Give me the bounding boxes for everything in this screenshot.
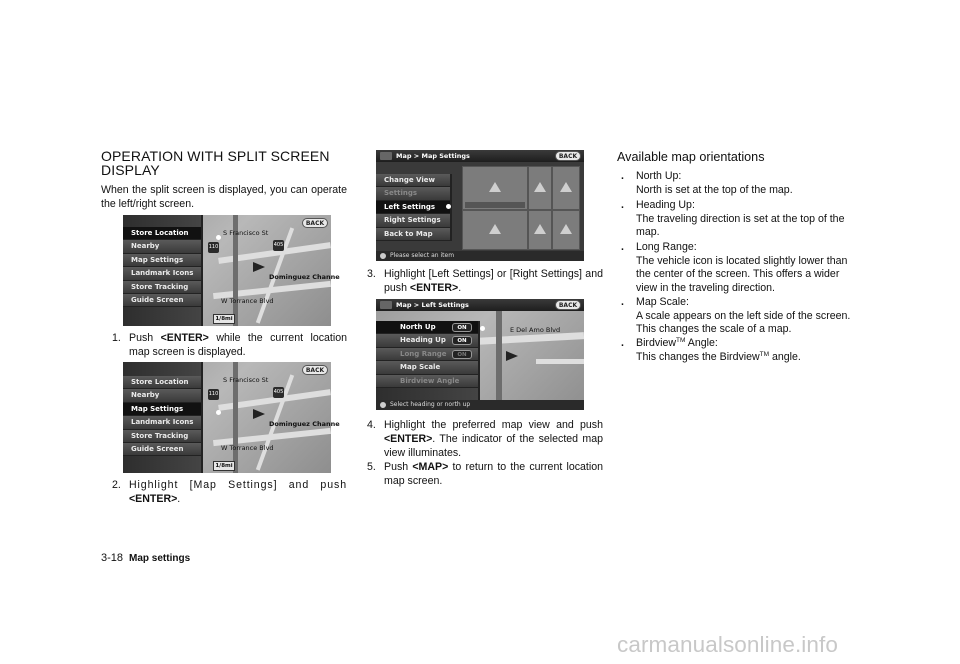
page-number: 3-18	[101, 552, 124, 564]
highway-shield-icon: 110	[208, 389, 219, 400]
info-icon	[380, 402, 386, 408]
street-label: W Torrance Blvd	[221, 444, 274, 452]
menu-item-map-settings[interactable]: Map Settings	[123, 254, 201, 267]
bullet-dot: .	[621, 170, 624, 182]
vehicle-icon	[534, 224, 546, 234]
step-text: Push	[129, 332, 161, 344]
menu-item-nearby[interactable]: Nearby	[123, 240, 201, 253]
on-indicator-badge: ON	[452, 350, 472, 359]
bullet-desc: This changes the Birdview	[636, 350, 760, 363]
step-text: .	[177, 493, 182, 505]
footer-section-title: Map settings	[129, 553, 191, 564]
step-number: 1.	[112, 332, 121, 344]
step-text: while the current location map screen is displayed.	[129, 332, 347, 358]
highway-shield-icon: 110	[208, 242, 219, 253]
trademark-mark: TM	[759, 350, 770, 358]
bullet-long-range	[621, 241, 855, 295]
menu-item-change-view[interactable]: Change View	[376, 174, 450, 187]
street-label: S Francisco St	[223, 376, 269, 384]
vehicle-arrow-icon	[253, 409, 265, 419]
street-label: Dominguez Channe	[269, 273, 340, 281]
status-text: Please select an item	[390, 252, 455, 259]
radio-indicator-icon	[480, 326, 485, 331]
key-label: <ENTER>	[384, 433, 433, 445]
map-view-thumbnail	[462, 210, 528, 250]
bullet-dot: .	[621, 199, 624, 211]
menu-item-label: North Up	[400, 323, 436, 331]
step-number: 2.	[112, 479, 121, 491]
step-number: 5.	[367, 461, 376, 473]
bullet-map-scale	[621, 296, 855, 337]
vehicle-icon	[560, 182, 572, 192]
map-tag-icon	[380, 301, 392, 309]
section-heading-line1: OPERATION WITH SPLIT SCREEN	[101, 148, 330, 164]
step-text: Push	[384, 461, 413, 473]
bullet-term: Birdview	[636, 337, 677, 349]
radio-indicator-icon	[446, 204, 451, 209]
menu-item-back-to-map[interactable]: Back to Map	[376, 228, 450, 241]
orientations-heading: Available map orientations	[617, 150, 765, 164]
menu-item-landmark-icons[interactable]: Landmark Icons	[123, 416, 201, 429]
bullet-birdview-angle	[621, 337, 855, 364]
step-number: 4.	[367, 419, 376, 431]
vehicle-icon	[489, 182, 501, 192]
side-menu	[376, 321, 480, 400]
section-heading-line2: DISPLAY	[101, 162, 160, 178]
bullet-term: Long Range:	[636, 241, 697, 253]
menu-item-map-settings[interactable]: Map Settings	[123, 403, 201, 416]
bullet-desc: A scale appears on the left side of the screen. This changes the scale of a map.	[636, 309, 851, 336]
step-text: Highlight [Map Settings] and push	[129, 479, 347, 491]
title-bar	[376, 299, 584, 311]
side-menu	[123, 215, 203, 326]
section-heading	[101, 149, 347, 177]
intro-paragraph: When the split screen is displayed, you can operate the left/right screen.	[101, 184, 347, 210]
menu-item-birdview-angle[interactable]: Birdview Angle	[376, 375, 478, 388]
status-text: Select heading or north up	[390, 401, 471, 408]
menu-item-store-tracking[interactable]: Store Tracking	[123, 281, 201, 294]
bullet-desc: angle.	[769, 350, 801, 363]
map-view-thumbnail	[552, 210, 580, 250]
menu-item-nearby[interactable]: Nearby	[123, 389, 201, 402]
screenshot-split-screen-menu	[123, 215, 340, 326]
menu-item-label: Long Range	[400, 349, 447, 358]
map-scale-indicator: 1/8mi	[213, 461, 235, 471]
screen-title: Map > Map Settings	[396, 152, 470, 160]
bullet-desc: North is set at the top of the map.	[636, 183, 793, 196]
menu-item-guide-screen[interactable]: Guide Screen	[123, 294, 201, 307]
step-2	[112, 478, 347, 506]
menu-item-landmark-icons[interactable]: Landmark Icons	[123, 267, 201, 280]
key-label: <MAP>	[412, 461, 449, 473]
page-footer	[101, 551, 190, 566]
back-button[interactable]: BACK	[302, 218, 328, 228]
back-button[interactable]: BACK	[555, 300, 581, 310]
vehicle-arrow-icon	[253, 262, 265, 272]
map-tag-icon	[380, 152, 392, 160]
menu-item-settings[interactable]: Settings	[376, 187, 450, 200]
bullet-heading-up	[621, 199, 855, 240]
key-label: <ENTER>	[409, 282, 459, 294]
on-indicator-badge: ON	[452, 336, 472, 345]
info-icon	[380, 253, 386, 259]
menu-item-long-range[interactable]	[376, 348, 478, 361]
bullet-north-up	[621, 170, 855, 197]
menu-item-store-location[interactable]: Store Location	[123, 376, 201, 389]
menu-item-store-location[interactable]: Store Location	[123, 227, 201, 240]
back-button[interactable]: BACK	[302, 365, 328, 375]
screenshot-map-settings-highlighted	[123, 362, 340, 473]
bullet-desc: The traveling direction is set at the top of the map.	[636, 212, 845, 239]
bullet-dot: .	[621, 337, 624, 349]
bullet-term: Angle:	[685, 337, 718, 349]
vehicle-icon	[534, 182, 546, 192]
step-text: . The indicator of the selected map view illuminates.	[384, 433, 603, 459]
menu-item-store-tracking[interactable]: Store Tracking	[123, 430, 201, 443]
step-text: to return to the current location map screen.	[384, 461, 603, 487]
step-5	[367, 460, 603, 488]
menu-item-label: Heading Up	[400, 336, 446, 345]
watermark-text: carmanualsonline.info	[617, 632, 838, 657]
vehicle-arrow-icon	[506, 351, 518, 361]
menu-item-north-up[interactable]	[376, 321, 478, 334]
step-text: Highlight [Left Settings] or [Right Settings] and push	[384, 268, 603, 294]
status-bar	[376, 251, 584, 261]
street-label: S Francisco St	[223, 229, 269, 237]
bullet-desc: The vehicle icon is located slightly lower than the center of the screen. This offers a wider view in the traveling direction.	[636, 254, 848, 294]
vehicle-icon	[489, 224, 501, 234]
step-number: 3.	[367, 268, 376, 280]
map-scale-indicator: 1/8mi	[213, 314, 235, 324]
bullet-term: Map Scale:	[636, 296, 689, 308]
on-indicator-badge: ON	[452, 323, 472, 332]
screen-title: Map > Left Settings	[396, 301, 469, 309]
step-3	[367, 267, 603, 295]
map-view-thumbnail	[528, 210, 552, 250]
bullet-term: Heading Up:	[636, 199, 695, 211]
menu-item-right-settings[interactable]: Right Settings	[376, 214, 450, 227]
title-bar	[376, 150, 584, 162]
map-road	[496, 299, 502, 410]
map-view-thumbnail	[462, 166, 528, 210]
vehicle-icon	[560, 224, 572, 234]
screenshot-map-settings-screen	[376, 150, 584, 261]
street-label: E Del Amo Blvd	[510, 326, 561, 334]
step-text: .	[458, 282, 462, 294]
side-menu	[123, 362, 203, 473]
bullet-dot: .	[621, 241, 624, 253]
menu-item-left-settings[interactable]: Left Settings	[376, 201, 450, 214]
trademark-mark: TM	[676, 337, 686, 344]
street-label: W Torrance Blvd	[221, 297, 274, 305]
map-view-thumbnail	[528, 166, 552, 210]
radio-indicator-icon	[216, 410, 221, 415]
street-label: Dominguez Channe	[269, 420, 340, 428]
menu-item-guide-screen[interactable]: Guide Screen	[123, 443, 201, 456]
step-text: Highlight the preferred map view and push	[384, 419, 603, 431]
status-bar	[376, 400, 584, 410]
highway-shield-icon: 405	[273, 387, 284, 398]
screenshot-left-settings-screen	[376, 299, 584, 410]
map-road	[536, 359, 584, 364]
back-button[interactable]: BACK	[555, 151, 581, 161]
key-label: <ENTER>	[160, 332, 209, 344]
map-view-thumbnail	[552, 166, 580, 210]
bullet-dot: .	[621, 296, 624, 308]
step-4	[367, 418, 603, 460]
highway-shield-icon: 405	[273, 240, 284, 251]
bullet-term: North Up:	[636, 170, 682, 182]
side-menu	[376, 174, 452, 241]
radio-indicator-icon	[216, 235, 221, 240]
menu-item-map-scale[interactable]: Map Scale	[376, 361, 478, 374]
menu-item-heading-up[interactable]	[376, 334, 478, 347]
step-1	[112, 331, 347, 359]
key-label: <ENTER>	[129, 493, 178, 505]
